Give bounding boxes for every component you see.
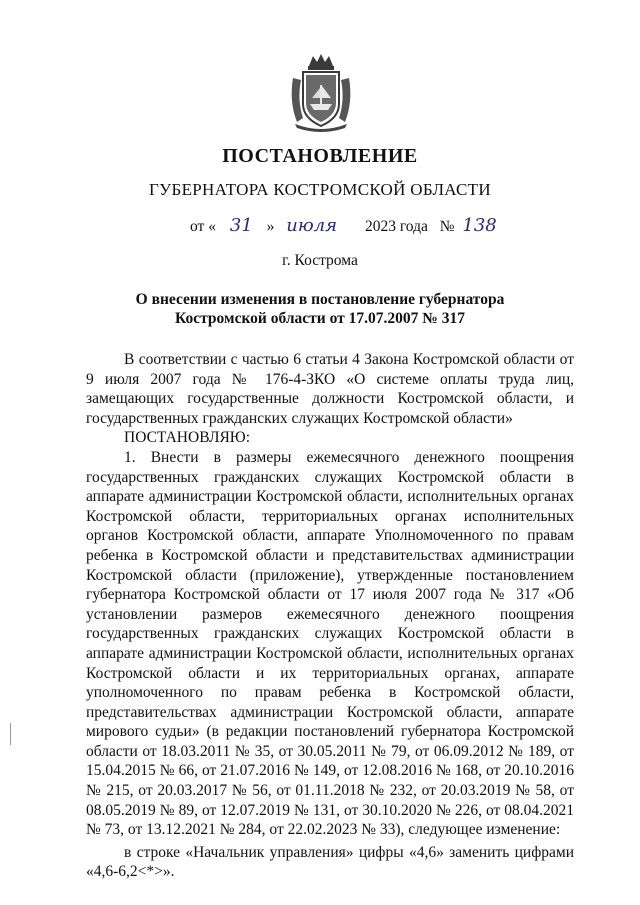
heading-line-1: О внесении изменения в постановление губернатора	[135, 291, 505, 308]
scan-margin-mark	[10, 723, 15, 745]
date-year: 2023 года	[364, 218, 428, 235]
item-1-paragraph: 1. Внести в размеры ежемесячного денежного поощрения государственных гражданских служащих Костромской области в аппарате администрации Костромской области, исполнительных органах Костромской области, территориальных органах исполнительных органов Костромской области, аппарате Уполномоченного по правам ребенка в Костромской области и представительствах администрации Костромской области (приложение), утвержденные постановлением губернатора Костромской области от 17 июля 2007 года № 317 «Об установлении размеров ежемесячного денежного поощрения государственных гражданских служащих Костромской области в аппарате администрации Костромской области, исполнительных органах Костромской области и их территориальных органах, аппарате уполномоченного по правам ребенка в Костромской области, представительствах администрации Костромской области, аппарате мирового судьи» (в редакции постановлений губернатора Костромской области от 18.03.2011 № 35, от 30.05.2011 № 79, от 06.09.2012 № 189, от 15.04.2015 № 66, от 21.07.2016 № 149, от 12.08.2016 № 168, от 20.10.2016 № 215, от 20.03.2017 № 56, от 01.11.2018 № 232, от 20.03.2019 № 58, от 08.05.2019 № 89, от 12.07.2019 № 131, от 30.10.2020 № 226, от 08.04.2021 № 73, от 13.12.2021 № 284, от 22.02.2023 № 33), следующее изменение:	[86, 448, 574, 839]
change-paragraph: в строке «Начальник управления» цифры «4,6» заменить цифрами «4,6-6,2<*>».	[86, 843, 574, 881]
city-line: г. Кострома	[282, 252, 358, 269]
document-number-handwritten: 138	[462, 215, 497, 236]
issuer-line: ГУБЕРНАТОРА КОСТРОМСКОЙ ОБЛАСТИ	[149, 180, 491, 199]
date-mid: »	[266, 218, 275, 235]
document-body	[86, 350, 574, 882]
heading-line-2: Костромской области от 17.07.2007 № 317	[175, 310, 465, 327]
document-heading	[80, 290, 560, 328]
date-day-handwritten: 31	[229, 215, 253, 236]
date-prefix: от «	[190, 218, 216, 235]
number-label: №	[439, 218, 455, 235]
coat-of-arms-emblem	[287, 52, 355, 132]
date-line	[190, 215, 570, 236]
date-month-handwritten: июля	[286, 215, 338, 236]
resolve-line: ПОСТАНОВЛЯЮ:	[124, 429, 251, 447]
intro-paragraph: В соответствии с частью 6 статьи 4 Закона Костромской области от 9 июля 2007 года № 176-4-ЗКО «О системе оплаты труда лиц, замещающих государственные должности Костромской области, и государственных гражданских служащих Костромской области»	[86, 351, 574, 427]
document-title: ПОСТАНОВЛЕНИЕ	[222, 145, 418, 167]
